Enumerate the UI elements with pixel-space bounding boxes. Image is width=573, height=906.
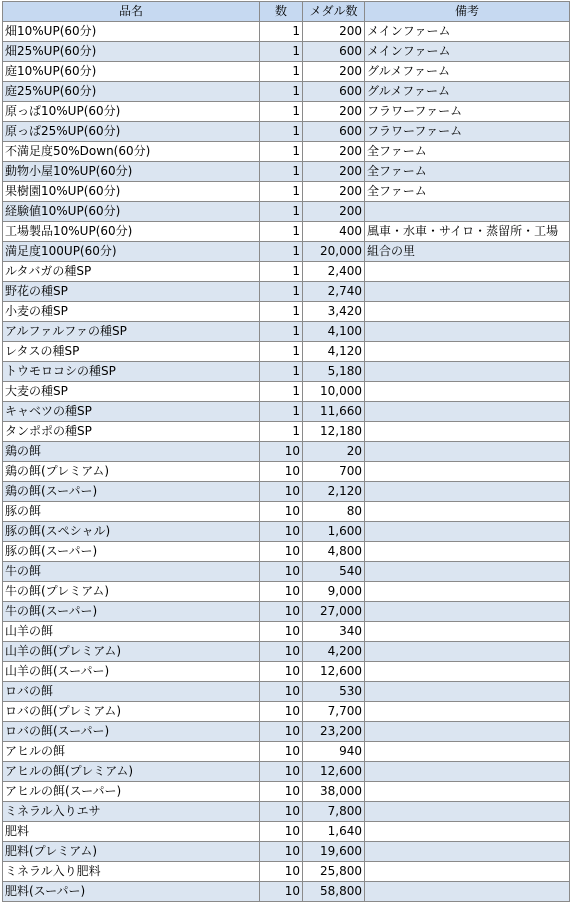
cell-medals: 200 [303,162,365,182]
table-row [3,202,570,222]
cell-name: 鶏の餌 [3,442,260,462]
cell-medals: 940 [303,742,365,762]
cell-note [365,362,570,382]
cell-medals: 2,740 [303,282,365,302]
cell-qty: 10 [260,862,303,882]
cell-name: 豚の餌(スーパー) [3,542,260,562]
cell-qty: 1 [260,242,303,262]
cell-medals: 400 [303,222,365,242]
cell-name: ミネラル入り肥料 [3,862,260,882]
cell-note [365,882,570,902]
cell-note [365,202,570,222]
table-row [3,22,570,42]
cell-note: メインファーム [365,22,570,42]
cell-name: キャベツの種SP [3,402,260,422]
cell-qty: 1 [260,362,303,382]
cell-note [365,542,570,562]
cell-name: アヒルの餌(スーパー) [3,782,260,802]
cell-note [365,502,570,522]
table-row [3,242,570,262]
cell-medals: 7,800 [303,802,365,822]
cell-qty: 1 [260,42,303,62]
cell-name: 工場製品10%UP(60分) [3,222,260,242]
cell-medals: 200 [303,202,365,222]
cell-medals: 4,100 [303,322,365,342]
cell-medals: 530 [303,682,365,702]
cell-name: 山羊の餌 [3,622,260,642]
cell-note: 全ファーム [365,182,570,202]
cell-qty: 10 [260,822,303,842]
cell-note: メインファーム [365,42,570,62]
cell-name: レタスの種SP [3,342,260,362]
cell-qty: 10 [260,802,303,822]
cell-medals: 3,420 [303,302,365,322]
cell-qty: 10 [260,602,303,622]
cell-note [365,802,570,822]
cell-medals: 11,660 [303,402,365,422]
cell-note [365,662,570,682]
cell-qty: 10 [260,502,303,522]
cell-medals: 200 [303,142,365,162]
cell-note [365,282,570,302]
cell-qty: 1 [260,62,303,82]
cell-qty: 1 [260,322,303,342]
cell-medals: 7,700 [303,702,365,722]
table-row [3,62,570,82]
cell-medals: 19,600 [303,842,365,862]
table-row [3,762,570,782]
cell-medals: 1,640 [303,822,365,842]
cell-name: トウモロコシの種SP [3,362,260,382]
cell-qty: 1 [260,282,303,302]
table-row [3,682,570,702]
cell-medals: 600 [303,122,365,142]
cell-qty: 10 [260,482,303,502]
cell-note [365,382,570,402]
cell-qty: 10 [260,682,303,702]
cell-note: 組合の里 [365,242,570,262]
cell-note [365,862,570,882]
cell-qty: 10 [260,442,303,462]
table-row [3,842,570,862]
table-row [3,742,570,762]
table-row [3,42,570,62]
cell-medals: 540 [303,562,365,582]
cell-medals: 600 [303,42,365,62]
cell-medals: 2,400 [303,262,365,282]
cell-medals: 4,800 [303,542,365,562]
cell-qty: 1 [260,422,303,442]
cell-note: フラワーファーム [365,102,570,122]
cell-note [365,342,570,362]
cell-qty: 1 [260,162,303,182]
cell-name: 動物小屋10%UP(60分) [3,162,260,182]
cell-name: 山羊の餌(スーパー) [3,662,260,682]
cell-medals: 12,180 [303,422,365,442]
cell-name: 牛の餌(スーパー) [3,602,260,622]
cell-name: 原っぱ25%UP(60分) [3,122,260,142]
table-row [3,802,570,822]
table-row [3,582,570,602]
table-row [3,282,570,302]
cell-qty: 10 [260,622,303,642]
cell-medals: 80 [303,502,365,522]
cell-medals: 23,200 [303,722,365,742]
table-row [3,722,570,742]
cell-name: 豚の餌(スペシャル) [3,522,260,542]
table-row [3,602,570,622]
cell-note: 全ファーム [365,142,570,162]
cell-note [365,782,570,802]
cell-note [365,582,570,602]
cell-name: タンポポの種SP [3,422,260,442]
cell-qty: 1 [260,122,303,142]
cell-name: 庭10%UP(60分) [3,62,260,82]
cell-note [365,842,570,862]
cell-name: 肥料(プレミアム) [3,842,260,862]
cell-name: ロバの餌 [3,682,260,702]
cell-name: 鶏の餌(スーパー) [3,482,260,502]
table-row [3,402,570,422]
table-row [3,502,570,522]
cell-medals: 700 [303,462,365,482]
header-row [3,2,570,22]
table-row [3,102,570,122]
cell-note [365,462,570,482]
cell-medals: 340 [303,622,365,642]
cell-note [365,522,570,542]
cell-note [365,482,570,502]
cell-medals: 27,000 [303,602,365,622]
table-row [3,302,570,322]
cell-qty: 10 [260,522,303,542]
cell-medals: 38,000 [303,782,365,802]
cell-qty: 1 [260,382,303,402]
cell-note [365,602,570,622]
cell-note: グルメファーム [365,62,570,82]
table-row [3,362,570,382]
cell-medals: 12,600 [303,662,365,682]
cell-medals: 600 [303,82,365,102]
cell-qty: 10 [260,562,303,582]
table-row [3,482,570,502]
cell-medals: 200 [303,22,365,42]
cell-qty: 10 [260,842,303,862]
table-row [3,782,570,802]
table-row [3,562,570,582]
cell-note [365,682,570,702]
cell-medals: 2,120 [303,482,365,502]
cell-medals: 25,800 [303,862,365,882]
table-row [3,382,570,402]
table-row [3,642,570,662]
cell-qty: 10 [260,462,303,482]
cell-qty: 1 [260,202,303,222]
table-body [3,22,570,902]
table-row [3,262,570,282]
cell-qty: 1 [260,182,303,202]
cell-name: アルファルファの種SP [3,322,260,342]
table-row [3,162,570,182]
table-row [3,822,570,842]
table-row [3,182,570,202]
cell-name: 牛の餌 [3,562,260,582]
cell-name: 肥料 [3,822,260,842]
cell-note [365,762,570,782]
cell-name: アヒルの餌 [3,742,260,762]
table-row [3,622,570,642]
header-medals: メダル数 [303,2,365,22]
table-row [3,82,570,102]
table-row [3,122,570,142]
table-row [3,342,570,362]
cell-qty: 10 [260,742,303,762]
cell-name: 小麦の種SP [3,302,260,322]
cell-name: 牛の餌(プレミアム) [3,582,260,602]
table-row [3,522,570,542]
cell-medals: 200 [303,182,365,202]
cell-qty: 1 [260,342,303,362]
cell-medals: 200 [303,102,365,122]
header-qty: 数 [260,2,303,22]
table-row [3,462,570,482]
cell-qty: 10 [260,542,303,562]
table-row [3,882,570,902]
cell-qty: 10 [260,642,303,662]
cell-qty: 1 [260,22,303,42]
cell-qty: 1 [260,102,303,122]
table-row [3,422,570,442]
cell-qty: 1 [260,402,303,422]
cell-name: ルタバガの種SP [3,262,260,282]
table-row [3,862,570,882]
table-row [3,142,570,162]
cell-medals: 4,120 [303,342,365,362]
cell-qty: 10 [260,762,303,782]
cell-name: 野花の種SP [3,282,260,302]
table-row [3,542,570,562]
cell-name: 満足度100UP(60分) [3,242,260,262]
cell-medals: 5,180 [303,362,365,382]
cell-name: 不満足度50%Down(60分) [3,142,260,162]
table-row [3,662,570,682]
cell-note [365,622,570,642]
cell-qty: 1 [260,262,303,282]
cell-medals: 1,600 [303,522,365,542]
cell-note: 全ファーム [365,162,570,182]
cell-name: ロバの餌(スーパー) [3,722,260,742]
table-row [3,702,570,722]
cell-note [365,302,570,322]
cell-name: 鶏の餌(プレミアム) [3,462,260,482]
cell-name: 果樹園10%UP(60分) [3,182,260,202]
cell-note [365,642,570,662]
table-row [3,222,570,242]
cell-qty: 10 [260,782,303,802]
cell-note: フラワーファーム [365,122,570,142]
cell-name: ロバの餌(プレミアム) [3,702,260,722]
cell-note [365,702,570,722]
medal-exchange-table [2,1,570,902]
cell-qty: 1 [260,222,303,242]
cell-note [365,422,570,442]
cell-medals: 200 [303,62,365,82]
cell-name: 庭25%UP(60分) [3,82,260,102]
cell-name: ミネラル入りエサ [3,802,260,822]
cell-name: 経験値10%UP(60分) [3,202,260,222]
cell-note [365,402,570,422]
cell-note [365,722,570,742]
cell-note [365,262,570,282]
cell-medals: 10,000 [303,382,365,402]
cell-note: 風車・水車・サイロ・蒸留所・工場 [365,222,570,242]
cell-name: 畑25%UP(60分) [3,42,260,62]
table-header [3,2,570,22]
cell-note [365,562,570,582]
cell-name: 畑10%UP(60分) [3,22,260,42]
cell-note: グルメファーム [365,82,570,102]
cell-qty: 1 [260,82,303,102]
cell-medals: 9,000 [303,582,365,602]
cell-qty: 10 [260,722,303,742]
header-note: 備考 [365,2,570,22]
cell-medals: 58,800 [303,882,365,902]
cell-note [365,822,570,842]
cell-qty: 1 [260,302,303,322]
cell-qty: 10 [260,702,303,722]
cell-name: 原っぱ10%UP(60分) [3,102,260,122]
table-row [3,442,570,462]
cell-qty: 10 [260,582,303,602]
header-name: 品名 [3,2,260,22]
cell-name: 豚の餌 [3,502,260,522]
cell-note [365,322,570,342]
cell-medals: 20,000 [303,242,365,262]
cell-name: 山羊の餌(プレミアム) [3,642,260,662]
cell-name: 大麦の種SP [3,382,260,402]
cell-qty: 1 [260,142,303,162]
cell-qty: 10 [260,662,303,682]
cell-name: アヒルの餌(プレミアム) [3,762,260,782]
cell-name: 肥料(スーパー) [3,882,260,902]
cell-medals: 12,600 [303,762,365,782]
cell-medals: 20 [303,442,365,462]
table-row [3,322,570,342]
cell-qty: 10 [260,882,303,902]
cell-medals: 4,200 [303,642,365,662]
cell-note [365,742,570,762]
cell-note [365,442,570,462]
